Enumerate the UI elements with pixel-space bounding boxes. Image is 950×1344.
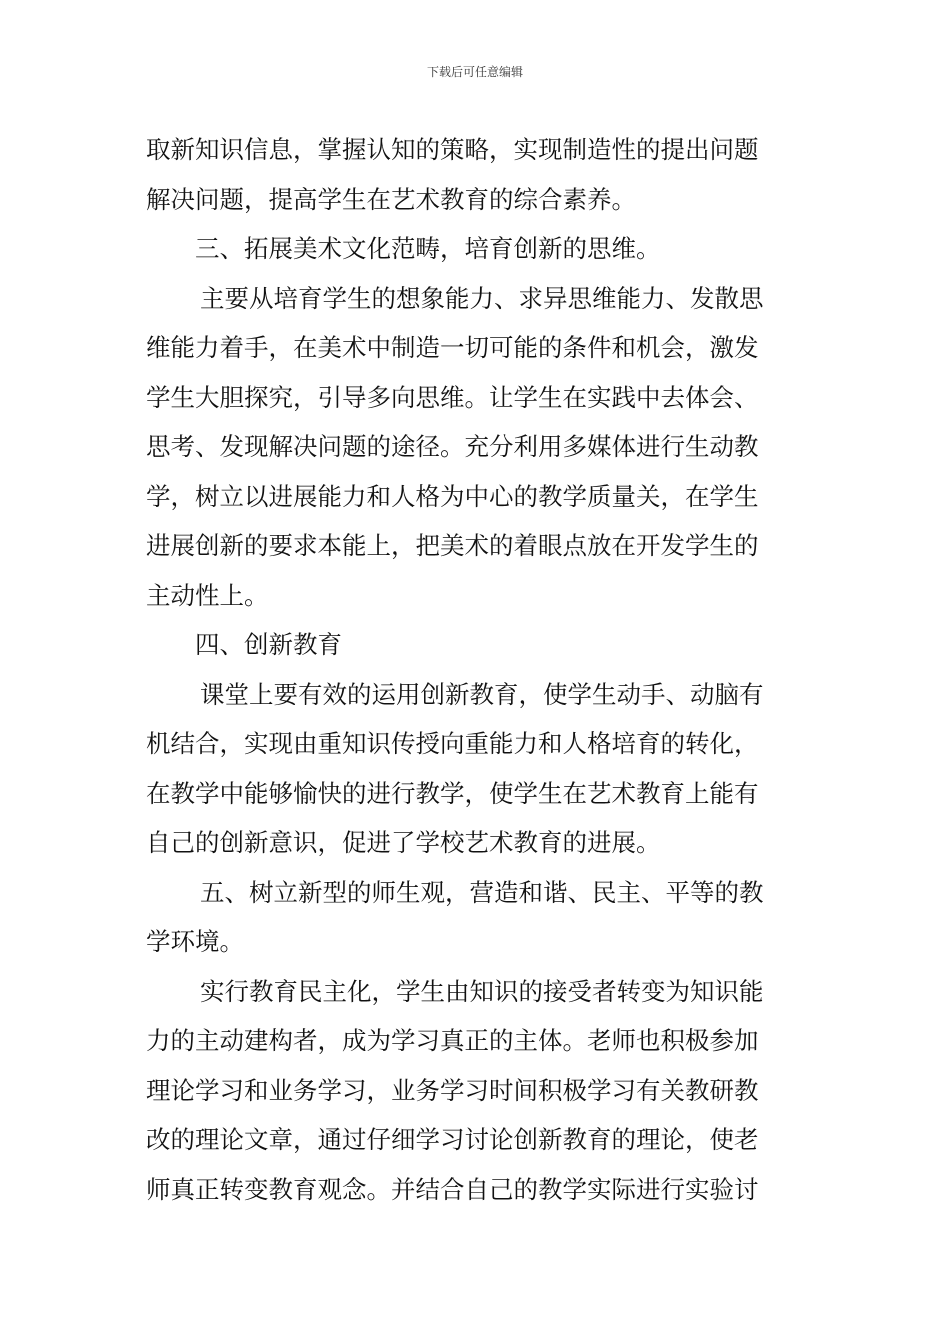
text-line: 学环境。 bbox=[146, 927, 244, 956]
text-line: 课堂上要有效的运用创新教育，使学生动手、动脑有 bbox=[200, 680, 764, 709]
page-header: 下载后可任意编辑 bbox=[426, 65, 523, 79]
text-line: 实行教育民主化，学生由知识的接受者转变为知识能 bbox=[200, 977, 764, 1006]
section-heading: 五、树立新型的师生观，营造和谐、民主、平等的教 bbox=[200, 878, 764, 907]
text-line: 进展创新的要求本能上，把美术的着眼点放在开发学生的 bbox=[146, 531, 759, 560]
text-line: 维能力着手，在美术中制造一切可能的条件和机会，激发 bbox=[146, 333, 759, 362]
text-line: 主要从培育学生的想象能力、求异思维能力、发散思 bbox=[200, 284, 764, 313]
text-line: 自己的创新意识，促进了学校艺术教育的进展。 bbox=[146, 828, 661, 857]
text-line: 在教学中能够愉快的进行教学，使学生在艺术教育上能有 bbox=[146, 779, 759, 808]
text-line: 思考、发现解决问题的途径。充分利用多媒体进行生动教 bbox=[146, 432, 759, 461]
text-line: 学生大胆探究，引导多向思维。让学生在实践中去体会、 bbox=[146, 383, 759, 412]
text-line: 主动性上。 bbox=[146, 581, 269, 610]
text-line: 解决问题，提高学生在艺术教育的综合素养。 bbox=[146, 185, 636, 214]
section-heading: 三、拓展美术文化范畴，培育创新的思维。 bbox=[195, 234, 661, 263]
text-line: 力的主动建构者，成为学习真正的主体。老师也积极参加 bbox=[146, 1026, 759, 1055]
text-line: 机结合，实现由重知识传授向重能力和人格培育的转化， bbox=[146, 729, 759, 758]
text-line: 学，树立以进展能力和人格为中心的教学质量关，在学生 bbox=[146, 482, 759, 511]
text-line: 改的理论文章，通过仔细学习讨论创新教育的理论，使老 bbox=[146, 1125, 759, 1154]
text-line: 师真正转变教育观念。并结合自己的教学实际进行实验讨 bbox=[146, 1175, 759, 1204]
text-line: 理论学习和业务学习，业务学习时间积极学习有关教研教 bbox=[146, 1076, 759, 1105]
text-line: 取新知识信息，掌握认知的策略，实现制造性的提出问题 bbox=[146, 135, 759, 164]
section-heading: 四、创新教育 bbox=[195, 630, 342, 659]
